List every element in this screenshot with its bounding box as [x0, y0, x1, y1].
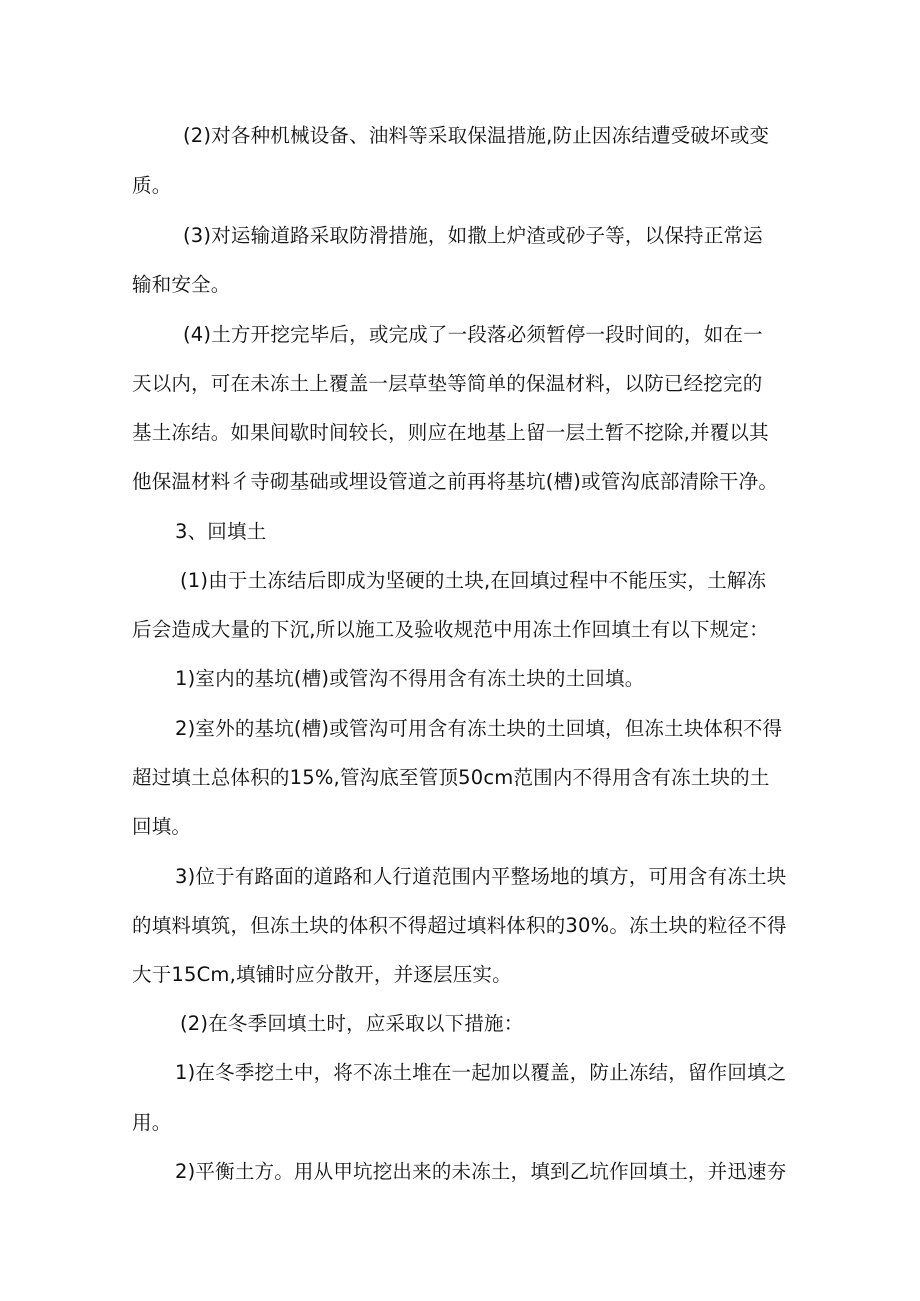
section-heading: 3、回填土	[175, 520, 267, 543]
paragraph-line: (2)在冬季回填土时，应采取以下措施：	[180, 1012, 524, 1035]
paragraph-line: (1)由于土冻结后即成为坚硬的土块,在回填过程中不能压实，土解冻	[180, 569, 767, 592]
paragraph-line: 的填料填筑，但冻土块的体积不得超过填料体积的30%。冻土块的粒径不得	[132, 914, 787, 937]
paragraph-line: 天以内，可在未冻土上覆盖一层草垫等简单的保温材料，以防已经挖完的	[132, 372, 763, 395]
paragraph-line: 1)在冬季挖土中，将不冻土堆在一起加以覆盖，防止冻结，留作回填之	[175, 1061, 787, 1084]
paragraph-line: 超过填土总体积的15%,管沟底至管顶50cm范围内不得用含有冻土块的土	[132, 766, 770, 789]
paragraph-line: 2)平衡土方。用从甲坑挖出来的未冻土，填到乙坑作回填土，并迅速夯	[175, 1160, 787, 1183]
paragraph-line: (2)对各种机械设备、油料等采取保温措施,防止因冻结遭受破坏或变	[183, 124, 770, 147]
paragraph-line: 2)室外的基坑(槽)或管沟可用含有冻土块的土回填，但冻土块体积不得	[175, 717, 783, 740]
paragraph-line: 他保温材料彳寺砌基础或埋设管道之前再将基坑(槽)或管沟底部清除干净。	[132, 470, 779, 493]
paragraph-line: 质。	[132, 174, 172, 197]
paragraph-line: 大于15Cm,填铺时应分散开，并逐层压实。	[132, 963, 512, 986]
paragraph-line: 基土冻结。如果间歇时间较长，则应在地基上留一层土暂不挖除,并覆以其	[132, 421, 769, 444]
paragraph-line: 输和安全。	[132, 273, 231, 296]
paragraph-line: 回填。	[132, 815, 192, 838]
paragraph-line: 1)室内的基坑(槽)或管沟不得用含有冻土块的土回填。	[175, 667, 645, 690]
paragraph-line: (4)土方开挖完毕后，或完成了一段落必须暂停一段时间的，如在一	[183, 323, 763, 346]
paragraph-line: 3)位于有路面的道路和人行道范围内平整场地的填方，可用含有冻土块	[175, 865, 787, 888]
paragraph-line: 后会造成大量的下沉,所以施工及验收规范中用冻土作回填土有以下规定：	[132, 618, 769, 641]
paragraph-line: (3)对运输道路采取防滑措施，如撒上炉渣或砂子等，以保持正常运	[183, 224, 763, 247]
paragraph-line: 用。	[132, 1111, 172, 1134]
